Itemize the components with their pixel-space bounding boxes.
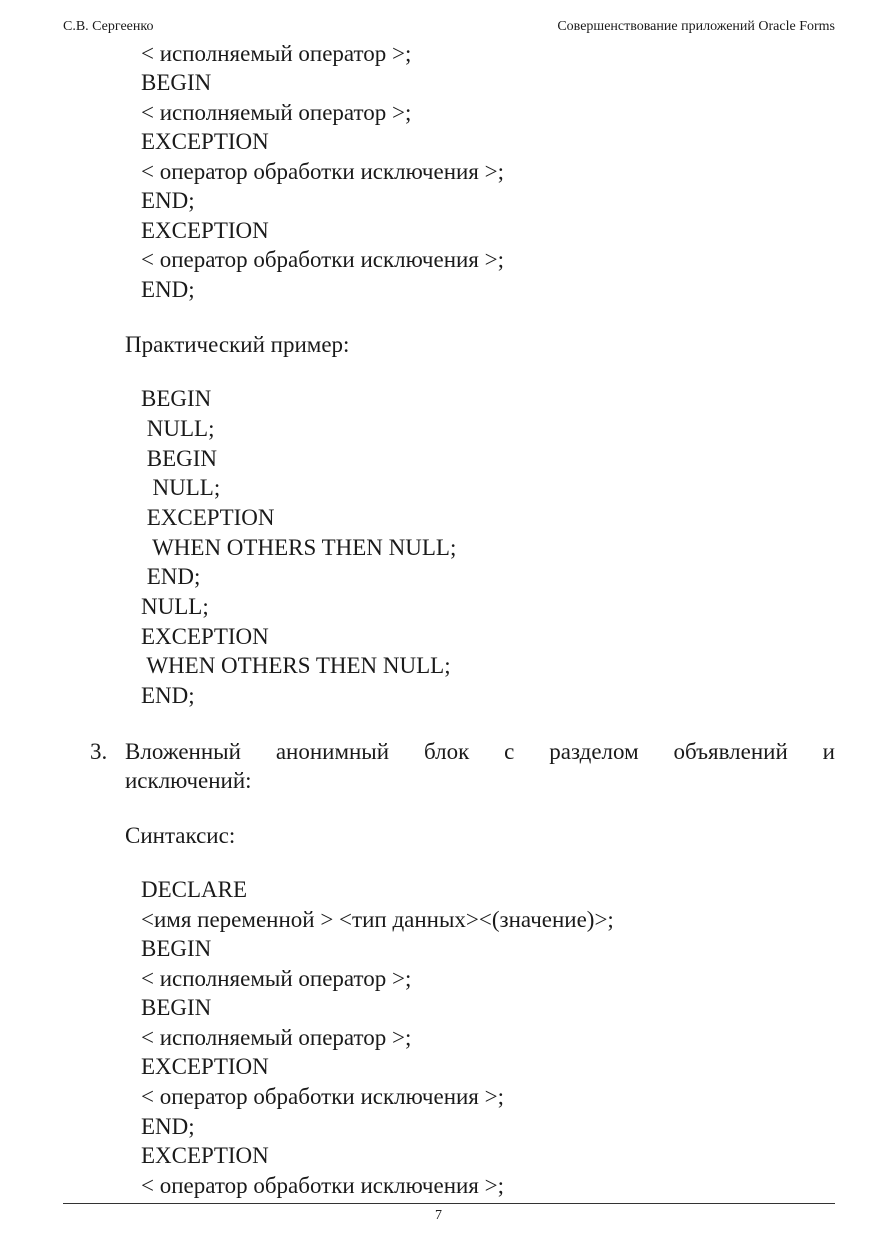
header-book-title: Совершенствование приложений Oracle Forms (557, 19, 835, 34)
code-line: < оператор обработки исключения >; (141, 1173, 505, 1198)
code-line: < оператор обработки исключения >; (141, 247, 505, 272)
code-line: <имя переменной > <тип данных><(значение)>; (141, 907, 614, 932)
footer-divider (63, 1203, 835, 1204)
code-line: BEGIN (141, 386, 212, 411)
header-author: С.В. Сергеенко (63, 19, 154, 34)
code-line: DECLARE (141, 877, 248, 902)
list-item-number: 3. (90, 739, 108, 764)
code-line: < оператор обработки исключения >; (141, 1084, 505, 1109)
code-line: EXCEPTION (141, 505, 275, 530)
list-item-text-line2: исключений: (125, 768, 252, 793)
code-line: WHEN OTHERS THEN NULL; (141, 653, 451, 678)
code-line: BEGIN (141, 446, 218, 471)
code-line: END; (141, 564, 201, 589)
code-line: < исполняемый оператор >; (141, 100, 412, 125)
code-line: BEGIN (141, 936, 212, 961)
syntax-label: Синтаксис: (125, 823, 236, 848)
page-header (63, 17, 835, 37)
code-line: < исполняемый оператор >; (141, 1025, 412, 1050)
code-line: EXCEPTION (141, 624, 269, 649)
code-line: WHEN OTHERS THEN NULL; (141, 535, 457, 560)
code-line: NULL; (141, 416, 215, 441)
code-line: < исполняемый оператор >; (141, 41, 412, 66)
code-line: EXCEPTION (141, 1054, 269, 1079)
code-line: < оператор обработки исключения >; (141, 159, 505, 184)
list-item-text-line1: Вложенный анонимный блок с разделом объявлений и (125, 739, 835, 764)
code-line: END; (141, 1114, 195, 1139)
code-line: END; (141, 277, 195, 302)
code-line: END; (141, 683, 195, 708)
code-line: NULL; (141, 594, 209, 619)
code-line: EXCEPTION (141, 129, 269, 154)
code-line: END; (141, 188, 195, 213)
code-line: BEGIN (141, 70, 212, 95)
page-number: 7 (435, 1208, 442, 1223)
example-label: Практический пример: (125, 332, 350, 357)
code-line: < исполняемый оператор >; (141, 966, 412, 991)
code-line: EXCEPTION (141, 218, 269, 243)
code-line: NULL; (141, 475, 221, 500)
code-line: BEGIN (141, 995, 212, 1020)
code-line: EXCEPTION (141, 1143, 269, 1168)
